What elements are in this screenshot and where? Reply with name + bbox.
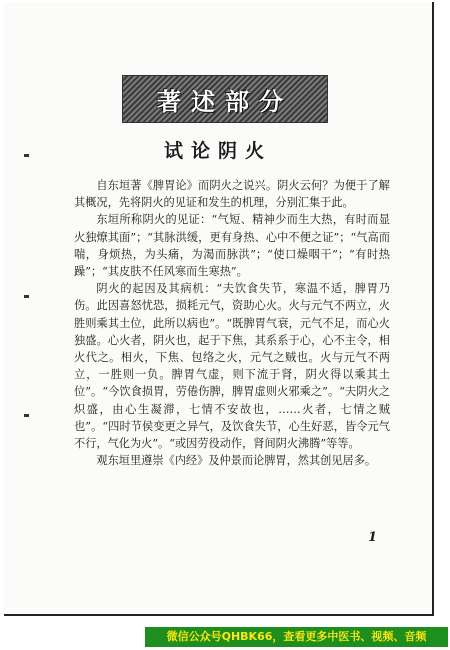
- book-page: [4, 2, 434, 616]
- margin-mark: [24, 154, 29, 157]
- article-body: [74, 177, 390, 469]
- paragraph: 观东垣里遵崇《内经》及仲景而论脾胃，然其创见居多。: [96, 454, 377, 468]
- watermark-footer: 微信公众号QHBK66，查看更多中医书、视频、音频: [145, 627, 448, 647]
- paragraph: 自东垣著《脾胃论》而阴火之说兴。阴火云何？为便于了解其概况，先将阴火的见证和发生的机理，分别汇集于此。: [74, 179, 390, 210]
- page-title: 试论阴火: [163, 140, 272, 162]
- margin-mark: [24, 414, 29, 417]
- paragraph: 东垣所称阴火的见证：“气短、精神少而生大热，有时而显火独燎其面”；“其脉洪缓，更有身热、心中不便之证”；“气高而喘，身烦热，为头痛，为渴而脉洪”；“使口燥咽干”；“有时热躁”；“其皮肤不任风寒而生寒热”。: [74, 213, 390, 279]
- paragraph: 阴火的起因及其病机：“夫饮食失节，寒温不适，脾胃乃伤。此因喜怒忧恐，损耗元气，资助心火。火与元气不两立，火胜则乘其土位，此所以病也”。“既脾胃气衰，元气不足，而心火独盛。心火者，阴火也，起于下焦，其系系于心，心不主令，相火代之。相火，下焦、包络之火，元气之贼也。火与元气不两立，一胜则一负。脾胃气虚，则下流于肾，阴火得以乘其土位”。“今饮食损胃，劳倦伤脾，脾胃虚则火邪乘之”。“夫阴火之炽盛，由心生凝滞，七情不安故也，……火者，七情之贼也”。“四时节侯变更之异气，及饮食失节，心生好恶，皆令元气不行，气化为火”。“或因劳役动作，肾间阴火沸腾”等等。: [74, 282, 390, 451]
- page-number: 1: [368, 530, 378, 545]
- margin-mark: [24, 295, 29, 298]
- section-banner: [122, 75, 328, 123]
- section-banner-text: 著述部分: [157, 86, 293, 116]
